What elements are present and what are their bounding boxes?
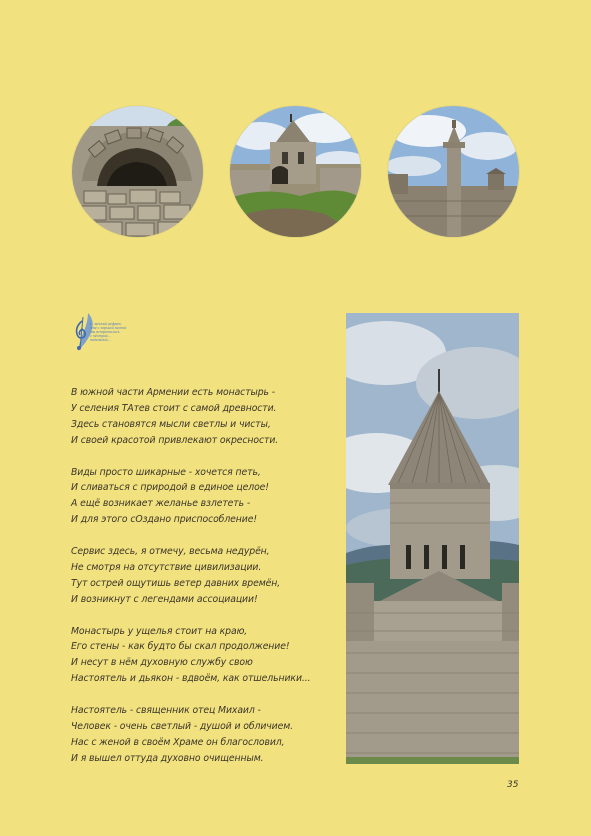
poem-line: И несут в нём духовную службу свою [71, 657, 253, 669]
poem-line: И возникнут с легендами ассоциации! [71, 593, 258, 605]
poem-line: Не смотря на отсутствие цивилизации. [71, 561, 262, 573]
poem-line: Настоятель - священник отец Михаил - [71, 705, 261, 717]
poem-line: Настоятель и дьякон - вдвоём, как отшельники... [71, 673, 311, 685]
poem-line: И своей красотой привлекают окресности. [71, 434, 279, 446]
poem-line: Его стены - как будто бы скал продолжение! [71, 641, 290, 653]
logo-caption-line: мы встретились [90, 330, 120, 334]
poem-line: Человек - очень светлый - душой и обличием. [71, 720, 293, 732]
logo-caption-line: надеждой... [90, 338, 111, 342]
poem-line: Тут острей ощутишь ветер давних времён, [71, 577, 281, 589]
poem-line: В южной части Армении есть монастырь - [71, 387, 276, 398]
poem-line: А ещё возникает желанье взлететь - [71, 498, 251, 510]
poem-stanza [71, 385, 339, 449]
poem-line: И сливаться с природой в единое целое! [71, 482, 269, 494]
poem-line: И я вышел оттуда духовно очищенным. [71, 752, 264, 764]
poem-stanza [71, 465, 339, 529]
poem-stanza [71, 624, 339, 688]
poem-line: У селения ТАтев стоит с самой древности. [71, 402, 277, 414]
poem-line: Монастырь у ущелья стоит на краю, [71, 625, 248, 637]
poem-line: Нас с женой в своём Храме он благословил, [71, 736, 285, 748]
poem-line: Виды просто шикарные - хочется петь, [71, 466, 261, 478]
poem-stanza [71, 544, 339, 608]
poem-line: И для этого сОздано приспособление! [71, 514, 257, 526]
page-number: 35 [507, 780, 519, 790]
photo-circle-monastery-hill [230, 106, 361, 237]
logo-caption-line: с пёстрой... [90, 334, 111, 338]
logo-caption [90, 322, 130, 342]
poem-line: Здесь становятся мысли светлы и чисты, [71, 418, 271, 430]
logo-caption-line: О, вечный рефрен, [90, 322, 122, 326]
photo-church-tower [346, 313, 519, 764]
photo-circle-column-wall [388, 106, 519, 237]
photo-circle-stone-arch [72, 106, 203, 237]
poem-line: Сервис здесь, я отмечу, весьма недурён, [71, 546, 270, 558]
poem-stanza [71, 703, 339, 767]
poem [71, 385, 339, 767]
logo-caption-line: мне с горькой песней [90, 326, 127, 330]
